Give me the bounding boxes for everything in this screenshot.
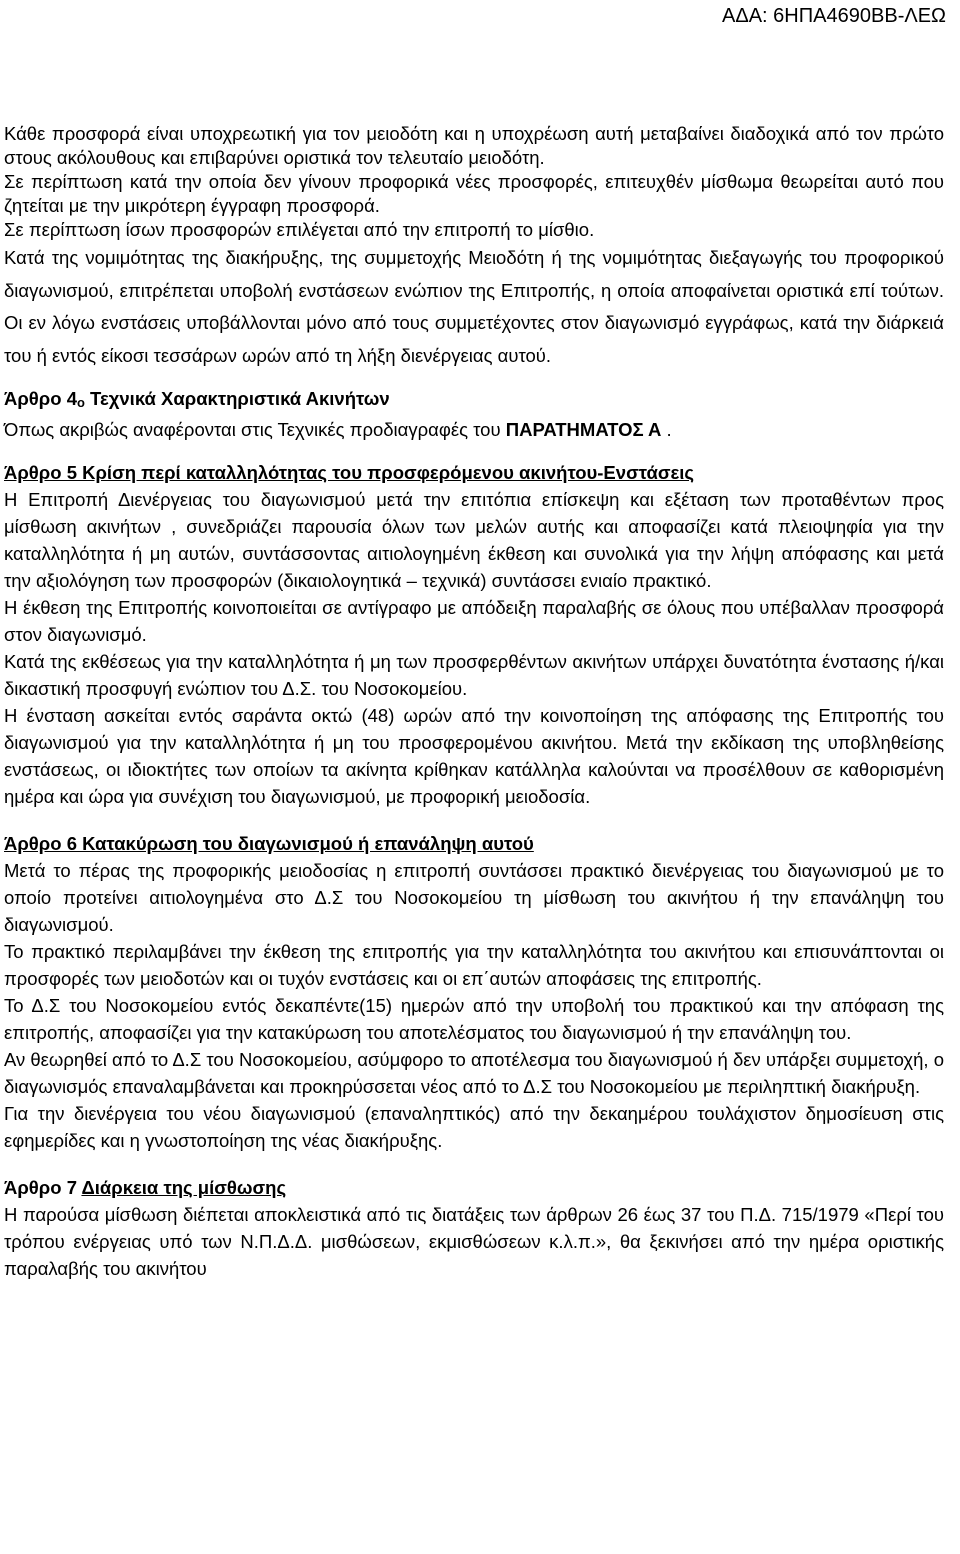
article-4-text-end: . xyxy=(661,418,672,440)
article-6-paragraph: Μετά το πέρας της προφορικής μειοδοσίας η επιτροπή συντάσσει πρακτικό διενέργειας του διαγωνισμού με το οποίο προτείνει αιτιολογημένα στο Δ.Σ του Νοσοκομείου τη μίσθωση του ακινήτου ή την επανάληψη του διαγωνισμού. xyxy=(4,859,944,935)
article-6 xyxy=(4,830,944,1154)
article-6-paragraph: Το Δ.Σ του Νοσοκομείου εντός δεκαπέντε(15) ημερών από την υποβολή του πρακτικού και την απόφαση της επιτροπής, αποφασίζει για την κατακύρωση του αποτελέσματος του διαγωνισμού ή την επανάληψη του. xyxy=(4,994,944,1043)
article-5 xyxy=(4,459,944,810)
article-4-title-rest: Τεχνικά Χαρακτηριστικά Ακινήτων xyxy=(84,388,390,409)
intro-paragraph-2: Σε περίπτωση κατά την οποία δεν γίνουν προφορικά νέες προσφορές, επιτευχθέν μίσθωμα θεωρείται αυτό που ζητείται με την μικρότερη έγγραφη προσφορά. xyxy=(4,171,944,216)
article-7-paragraph: Η παρούσα μίσθωση διέπεται αποκλειστικά από τις διατάξεις των άρθρων 26 έως 37 του Π.Δ. 715/1979 «Περί του τρόπου ενέργειας υπό των Ν.Π.Δ.Δ. μισθώσεων, εκμισθώσεων κ.λ.π.», θα ξεκινήσει από την ημέρα οριστικής παραλαβής του ακινήτου xyxy=(4,1203,944,1279)
article-4-text-bold: ΠΑΡΑΤΗΜΑΤΟΣ Α xyxy=(505,418,662,440)
article-6-paragraph: Αν θεωρηθεί από το Δ.Σ του Νοσοκομείου, ασύμφορο το αποτέλεσμα του διαγωνισμού ή δεν υπάρξει συμμετοχή, ο διαγωνισμός επαναλαμβάνεται και προκηρύσσεται νέος από το Δ.Σ του Νοσοκομείου με περιληπτική διακήρυξη. xyxy=(4,1048,945,1097)
intro-paragraph-4: Κατά της νομιμότητας της διακήρυξης, της συμμετοχής Μειοδότη ή της νομιμότητας διεξαγωγής του προφορικού διαγωνισμού, επιτρέπεται υποβολή ενστάσεων ενώπιον της Επιτροπής, η οποία αποφαίνεται οριστικά επί τούτων. Οι εν λόγω ενστάσεις υποβάλλονται μόνο από τους συμμετέχοντες στον διαγωνισμό εγγράφως, κατά την διάρκειά του ή εντός είκοσι τεσσάρων ωρών από τη λήξη διενέργειας αυτού. xyxy=(4,247,944,366)
article-6-paragraph: Για την διενέργεια του νέου διαγωνισμού (επαναληπτικός) από την δεκαημέρου τουλάχιστον δημοσίευση στις εφημερίδες και η γνωστοποίηση της νέας διακήρυξης. xyxy=(4,1102,944,1151)
intro-section xyxy=(4,122,944,372)
article-7 xyxy=(4,1174,944,1282)
article-4-text xyxy=(4,416,944,443)
article-7-title xyxy=(4,1174,944,1201)
article-4-title-sub: ο xyxy=(76,394,85,410)
article-7-title-rest: Διάρκεια της μίσθωσης xyxy=(81,1176,287,1198)
ada-header: ΑΔΑ: 6ΗΠΑ4690ΒΒ-ΛΕΩ xyxy=(722,5,946,27)
article-4-text-main: Όπως ακριβώς αναφέρονται στις Τεχνικές προδιαγραφές του xyxy=(4,418,506,440)
article-5-paragraph: Η Επιτροπή Διενέργειας του διαγωνισμού μετά την επιτόπια επίσκεψη και εξέταση των προταθέντων προς μίσθωση ακινήτων , συνεδριάζει παρουσία όλων των μελών αυτής και αποφασίζει κατά πλειοψηφία για την καταλληλότητα ή μη αυτών, συντάσσοντας αιτιολογημένη έκθεση και συνολικά για την λήψη απόφασης και μετά την αξιολόγηση των προσφορών (δικαιολογητικά – τεχνικά) συντάσσει ενιαίο πρακτικό. xyxy=(4,488,944,591)
article-5-paragraph: Κατά της εκθέσεως για την καταλληλότητα ή μη των προσφερθέντων ακινήτων υπάρχει δυνατότητα ένστασης ή/και δικαστική προσφυγή ενώπιον του Δ.Σ. του Νοσοκομείου. xyxy=(4,650,944,699)
article-4 xyxy=(4,385,944,443)
article-4-title xyxy=(4,385,944,416)
intro-paragraph-1: Κάθε προσφορά είναι υποχρεωτική για τον μειοδότη και η υποχρέωση αυτή μεταβαίνει διαδοχικά από τον πρώτο στους ακόλουθους και επιβαρύνει οριστικά τον τελευταίο μειοδότη. xyxy=(4,123,944,168)
article-5-paragraph: Η ένσταση ασκείται εντός σαράντα οκτώ (48) ωρών από την κοινοποίηση της απόφασης της Επιτροπής του διαγωνισμού για την καταλληλότητα ή μη του προσφερομένου ακινήτου. Μετά την εκδίκαση της υποβληθείσης ενστάσεως, οι ιδιοκτήτες των οποίων τα ακίνητα κρίθηκαν κατάλληλα καλούνται να προσέλθουν σε καθορισμένη ημέρα και ώρα για συνέχιση του διαγωνισμού, με προφορική μειοδοσία. xyxy=(4,704,944,807)
article-4-title-prefix: Άρθρο 4 xyxy=(4,388,77,409)
article-5-title: Άρθρο 5 Κρίση περί καταλληλότητας του προσφερόμενου ακινήτου-Ενστάσεις xyxy=(4,461,695,483)
article-6-paragraph: Το πρακτικό περιλαμβάνει την έκθεση της επιτροπής για την καταλληλότητα του ακινήτου και επισυνάπτονται οι προσφορές των μειοδοτών και οι τυχόν ενστάσεις και οι επ΄αυτών αποφάσεις της επιτροπής. xyxy=(4,940,944,989)
article-5-paragraph: Η έκθεση της Επιτροπής κοινοποιείται σε αντίγραφο με απόδειξη παραλαβής σε όλους που υπέβαλλαν προσφορά στον διαγωνισμό. xyxy=(4,596,944,645)
intro-paragraph-3: Σε περίπτωση ίσων προσφορών επιλέγεται από την επιτροπή το μίσθιο. xyxy=(4,219,595,240)
document-body xyxy=(4,122,944,1282)
article-7-title-prefix: Άρθρο 7 xyxy=(4,1176,82,1198)
article-6-title: Άρθρο 6 Κατακύρωση του διαγωνισμού ή επανάληψη αυτού xyxy=(4,832,534,854)
